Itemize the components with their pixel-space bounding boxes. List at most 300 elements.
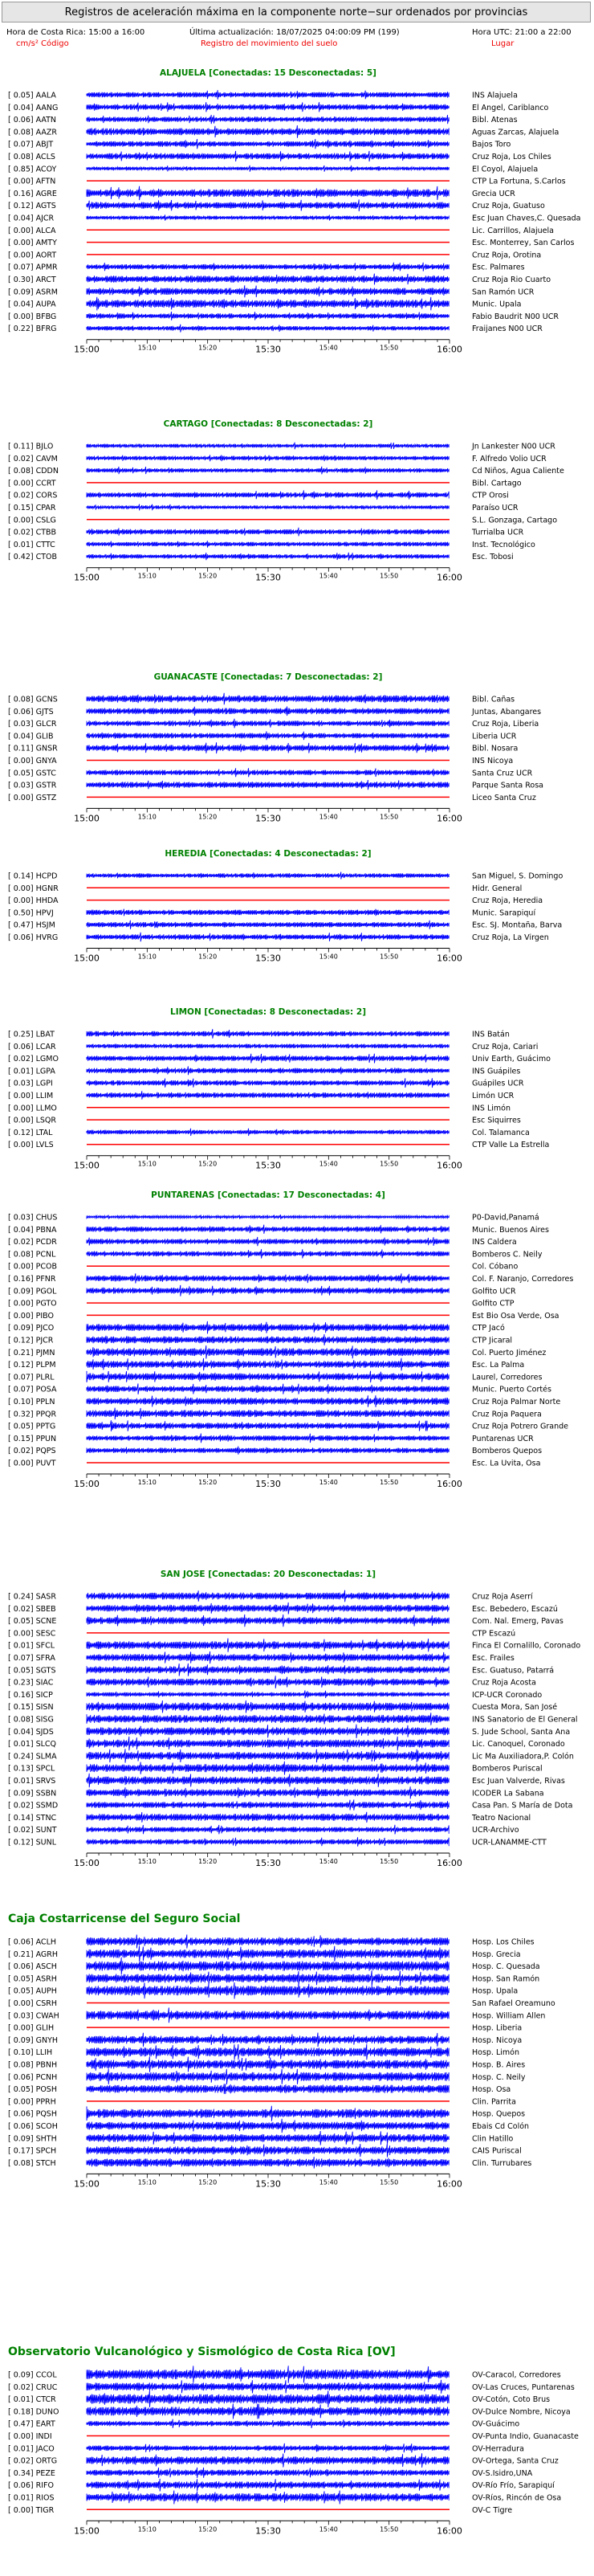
station-label: [ 0.24] SASR [8,1592,56,1602]
tick-label: 16:00 [437,1479,462,1489]
station-label: [ 0.22] BFRG [8,325,57,334]
station-place: Clin Hatillo [472,2134,514,2144]
station-place: Col. Talamanca [472,1128,530,1137]
station-label: [ 0.01] JACO [8,2444,55,2454]
waveform-trace [87,297,449,311]
station-place: Liceo Santa Cruz [472,793,536,802]
station-place: INS Guápiles [472,1067,521,1076]
station-label: [ 0.02] CRUC [8,2382,58,2392]
station-place: Santa Cruz UCR [472,769,533,778]
station-place: UCR-LANAMME-CTT [472,1838,547,1847]
waveform-trace [87,90,449,100]
waveform-trace [87,490,449,500]
waveform-trace [87,2106,449,2121]
station-label: [ 0.01] SLCQ [8,1740,57,1749]
station-label: [ 0.01] SRVS [8,1777,56,1786]
waveform-trace [87,312,449,320]
station-label: [ 0.02] SSMD [8,1801,59,1811]
station-label: [ 0.05] SCNE [8,1617,57,1627]
waveform-trace [87,2453,449,2468]
tick-label: 15:00 [74,1858,100,1868]
station-place: Grecia UCR [472,189,515,198]
station-label: [ 0.08] GCNS [8,695,58,704]
station-label: [ 0.00] HHDA [8,896,59,906]
station-place: INS Batán [472,1030,510,1039]
station-place: Univ Earth, Guácimo [472,1055,551,1064]
station-label: [ 0.06] AATN [8,116,57,125]
tick-label: 16:00 [437,953,462,964]
station-place: Liberia UCR [472,732,517,741]
tick-label: 15:50 [380,2178,399,2186]
station-place: Cruz Roja Palmar Norte [472,1398,561,1406]
station-label: [ 0.08] STCH [8,2158,56,2168]
station-place: Juntas, Abangares [472,707,542,716]
tick-label: 15:10 [137,2178,157,2186]
station-place: CTP Valle La Estrella [472,1141,550,1150]
station-place: OV-Ríos, Rincón de Osa [472,2493,562,2503]
station-label: [ 0.00] SESC [8,1629,56,1639]
station-label: [ 0.47] HSJM [8,921,55,930]
tick-label: 15:00 [74,2178,100,2190]
station-place: Hosp. William Allen [472,2011,546,2021]
station-place: Cruz Roja Paquera [472,1410,542,1419]
waveform-trace [87,921,449,929]
group-title: HEREDIA [Conectadas: 4 Desconectadas: 2] [165,849,372,859]
station-label: [ 0.34] PEZE [8,2468,55,2478]
station-label: [ 0.08] PCNL [8,1250,56,1259]
station-label: [ 0.00] PIBO [8,1311,54,1321]
station-label: [ 0.00] LLMO [8,1104,57,1113]
station-label: [ 0.09] PJCO [8,1324,55,1333]
waveform-trace [87,2084,449,2094]
station-label: [ 0.00] GLIH [8,2023,55,2033]
waveform-trace [87,125,449,138]
tick-label: 15:40 [319,1479,338,1486]
station-label: [ 0.01] CTTC [8,540,55,549]
code-legend: cm/s² Código [16,39,69,48]
tick-label: 15:40 [319,1858,338,1865]
page-title: Registros de aceleración máxima en la componente norte−sur ordenados por provincias [64,6,528,18]
group-title: LIMON [Conectadas: 8 Desconectadas: 2] [170,1007,366,1017]
station-place: Munic. Buenos Aires [472,1225,549,1235]
station-place: Hosp. Liberia [472,2023,523,2033]
tick-label: 15:50 [380,1858,399,1865]
station-place: Munic. Upala [472,300,522,309]
station-label: [ 0.00] ALCA [8,226,56,235]
waveform-trace [87,1713,449,1725]
waveform-trace [87,1215,449,1219]
station-place: Jn Lankester N00 UCR [472,442,555,451]
station-label: [ 0.02] PQPS [8,1447,56,1456]
station-place: Fabio Baudrit N00 UCR [472,312,559,321]
tick-label: 15:30 [255,953,281,964]
station-place: Cruz Roja, Liberia [472,720,539,729]
tick-label: 15:40 [319,344,338,352]
tick-label: 15:40 [319,813,338,821]
station-label: [ 0.00] CCRT [8,479,56,488]
station-place: Laurel, Corredores [472,1373,543,1382]
tick-label: 15:00 [74,2525,100,2537]
station-label: [ 0.04] PBNA [8,1225,57,1235]
waveform-trace [87,1812,449,1823]
station-label: [ 0.03] LGPI [8,1079,53,1088]
tick-label: 15:50 [380,1479,399,1486]
station-place: San Ramón UCR [472,288,535,297]
group-title: PUNTARENAS [Conectadas: 17 Desconectadas: 4] [151,1190,385,1200]
waveform-trace [87,2443,449,2453]
station-label: [ 0.05] ASRH [8,1974,57,1984]
tick-label: 15:30 [255,1160,281,1171]
waveform-trace [87,1237,449,1246]
record-legend: Registro del movimiento del suelo [201,39,338,48]
waveform-trace [87,2131,449,2145]
station-label: [ 0.25] LBAT [8,1030,55,1039]
station-label: [ 0.02] SBEB [8,1604,56,1614]
tick-label: 15:30 [255,1479,281,1489]
station-place: Est Bio Osa Verde, Osa [472,1311,559,1321]
station-place: Bibl. Cañas [472,695,515,704]
waveform-trace [87,1321,449,1334]
waveform-trace [87,139,449,149]
station-place: Cruz Roja, La Virgen [472,933,549,942]
tick-label: 15:00 [74,953,100,964]
tick-label: 15:10 [137,813,157,821]
station-place: OV-Punta Indio, Guanacaste [472,2432,579,2441]
station-place: CTP La Fortuna, S.Carlos [472,177,566,186]
station-place: Ebais Cd Colón [472,2122,530,2131]
waveform-trace [87,1434,449,1443]
waveform-trace [87,2044,449,2060]
tick-label: 15:50 [380,572,399,580]
waveform-trace [87,2033,449,2047]
station-place: Bomberos Puriscal [472,1764,543,1774]
station-label: [ 0.01] CTCR [8,2395,56,2405]
station-place: Cruz Roja Rio Cuarto [472,276,551,284]
station-place: Hosp. Quepos [472,2109,526,2119]
station-label: [ 0.08] AAZR [8,128,57,137]
tick-label: 15:00 [74,813,100,824]
waveform-trace [87,553,449,561]
waveform-trace [87,165,449,172]
station-place: Hosp. B. Aires [472,2060,526,2070]
station-place: Cuesta Mora, San José [472,1703,558,1713]
station-label: [ 0.09] SSBN [8,1789,57,1798]
station-place: Puntarenas UCR [472,1434,534,1443]
station-place: ICODER La Sabana [472,1789,544,1798]
station-place: Finca El Cornalillo, Coronado [472,1641,581,1651]
waveform-trace [87,1837,449,1846]
waveform-trace [87,1358,449,1371]
station-label: [ 0.06] ACLH [8,1937,57,1947]
station-place: Bibl. Atenas [472,116,518,125]
station-label: [ 0.12] LTAL [8,1128,53,1137]
station-label: [ 0.06] SCOH [8,2122,58,2131]
station-place: OV-Herradura [472,2444,524,2454]
station-label: [ 0.00] GSTZ [8,793,57,802]
tick-label: 16:00 [437,344,462,355]
station-place: Col. Puerto Jiménez [472,1348,547,1357]
waveform-trace [87,1664,449,1676]
waveform-trace [87,1044,449,1049]
station-label: [ 0.06] LCAR [8,1042,56,1051]
station-label: [ 0.00] CSLG [8,516,56,525]
waveform-trace [87,2468,449,2478]
station-label: [ 0.12] AGTS [8,202,56,211]
station-place: Aguas Zarcas, Alajuela [472,128,559,137]
waveform-trace [87,1285,449,1296]
station-label: [ 0.03] CWAH [8,2011,59,2021]
station-place: Lic. Canoquel, Coronado [472,1740,565,1749]
station-label: [ 0.42] CTOB [8,553,58,562]
station-place: Hosp. Grecia [472,1949,521,1959]
station-label: [ 0.00] CSRH [8,1999,58,2008]
waveform-trace [87,1334,449,1345]
tick-label: 15:00 [74,1160,100,1171]
waveform-trace [87,1602,449,1615]
waveform-trace [87,780,449,790]
waveform-trace [87,2007,449,2023]
waveform-trace [87,707,449,716]
station-place: Cruz Roja, Orotina [472,251,542,260]
station-place: Hosp. C. Neily [472,2072,526,2082]
station-place: El Coyol, Alajuela [472,165,539,174]
station-label: [ 0.12] PLPM [8,1361,56,1370]
tick-label: 15:10 [137,1479,157,1486]
waveform-trace [87,1129,449,1136]
station-place: Munic. Puerto Cortés [472,1385,551,1394]
station-label: [ 0.06] HVRG [8,933,59,942]
waveform-trace [87,528,449,537]
group-title: Observatorio Vulcanológico y Sismológico de Costa Rica [OV] [8,2345,396,2358]
station-place: Cruz Roja Aserrí [472,1592,533,1602]
station-place: Cruz Roja, Heredia [472,896,543,906]
tick-label: 16:00 [437,1160,462,1171]
waveform-trace [87,742,449,753]
tick-label: 15:20 [198,2178,218,2186]
waveform-trace [87,274,449,285]
station-place: OV-S.Isidro,UNA [472,2468,533,2478]
waveform-trace [87,1225,449,1234]
waveform-trace [87,1384,449,1394]
station-place: El Angel, Cariblanco [472,103,549,112]
waveform-trace [87,1651,449,1664]
station-place: Esc. Monterrey, San Carlos [472,239,575,248]
station-place: Esc. Guatuso, Patarrá [472,1666,555,1676]
waveform-trace [87,1737,449,1750]
station-label: [ 0.00] LVLS [8,1141,54,1150]
station-place: Guápiles UCR [472,1079,524,1088]
station-place: INS Alajuela [472,91,518,100]
station-label: [ 0.15] PPUN [8,1434,57,1443]
tick-label: 15:00 [74,344,100,355]
tick-label: 15:40 [319,953,338,961]
station-label: [ 0.00] PPRH [8,2097,56,2107]
tick-label: 15:20 [198,344,218,352]
station-label: [ 0.02] PCDR [8,1238,57,1247]
tick-label: 16:00 [437,2178,462,2190]
station-label: [ 0.08] SISG [8,1715,54,1725]
waveform-trace [87,1639,449,1652]
station-place: Casa Pan. S María de Dota [472,1801,573,1811]
station-label: [ 0.24] SLMA [8,1752,57,1762]
station-place: San Rafael Oreamuno [472,1999,555,2008]
station-place: Esc. La Palma [472,1361,525,1370]
tick-label: 15:30 [255,344,281,355]
station-place: Esc. Palmares [472,263,525,272]
waveform-trace [87,2119,449,2133]
station-place: CTP Jicaral [472,1336,513,1345]
station-label: [ 0.13] SPCL [8,1764,55,1774]
station-place: Cruz Roja, Guatuso [472,202,545,211]
waveform-trace [87,443,449,449]
tick-label: 15:20 [198,1160,218,1168]
waveform-trace [87,102,449,112]
station-place: Com. Nal. Emerg, Pavas [472,1617,563,1627]
waveform-trace [87,2380,449,2394]
station-place: Limón UCR [472,1092,515,1100]
group-title: ALAJUELA [Conectadas: 15 Desconectadas: 5] [160,68,376,78]
waveform-trace [87,467,449,475]
tick-label: 15:40 [319,572,338,580]
waveform-trace [87,1067,449,1076]
group-title: CARTAGO [Conectadas: 8 Desconectadas: 2] [163,419,373,429]
waveform-trace [87,2403,449,2419]
station-label: [ 0.16] AGRE [8,189,57,198]
tick-label: 15:30 [255,572,281,583]
waveform-trace [87,1408,449,1419]
station-place: San Miguel, S. Domingo [472,872,563,881]
station-label: [ 0.03] GSTR [8,781,57,790]
station-label: [ 0.05] SGTS [8,1666,56,1676]
tick-label: 15:50 [380,813,399,821]
station-label: [ 0.21] PJMN [8,1348,55,1357]
tick-label: 15:30 [255,813,281,824]
waveform-trace [87,1395,449,1407]
station-place: P0-David,Panamá [472,1213,539,1223]
tick-label: 15:40 [319,2178,338,2186]
tick-label: 15:20 [198,2525,218,2533]
waveform-trace [87,2491,449,2505]
waveform-trace [87,1590,449,1602]
station-label: [ 0.09] SHTH [8,2134,57,2144]
waveform-trace [87,719,449,729]
station-label: [ 0.00] HGNR [8,884,59,893]
station-place: Bomberos Quepos [472,1447,543,1456]
waveform-trace [87,1371,449,1382]
tick-label: 15:50 [380,1160,399,1168]
station-place: Turrialba UCR [472,528,524,537]
waveform-trace [87,909,449,917]
waveform-trace [87,1725,449,1738]
station-label: [ 0.05] PPTG [8,1422,56,1431]
station-label: [ 0.07] APMR [8,263,58,272]
tick-label: 15:10 [137,344,157,352]
waveform-trace [87,285,449,297]
waveform-trace [87,1982,449,1998]
station-place: CTP Escazú [472,1629,516,1639]
station-place: Teatro Nacional [472,1813,531,1823]
waveform-trace [87,1958,449,1975]
waveform-trace [87,1825,449,1835]
station-place: OV-Las Cruces, Puntarenas [472,2382,575,2392]
station-label: [ 0.00] LSQR [8,1116,57,1125]
station-label: [ 0.02] CORS [8,491,58,500]
station-place: ICP-UCR Coronado [472,1690,543,1700]
station-place: Cruz Roja Acosta [472,1678,536,1688]
tick-label: 15:50 [380,953,399,961]
station-label: [ 0.50] HPVJ [8,908,54,918]
station-place: Esc Juan Chaves,C. Quesada [472,214,581,223]
tick-label: 15:10 [137,1160,157,1168]
waveform-trace [87,2069,449,2084]
station-label: [ 0.15] CPAR [8,504,56,512]
station-label: [ 0.08] PBNH [8,2060,58,2070]
tick-label: 15:20 [198,953,218,961]
waveform-trace [87,1749,449,1762]
station-place: Clin. Parrita [472,2097,516,2107]
station-label: [ 0.00] BFBG [8,312,57,321]
station-label: [ 0.00] GNYA [8,757,57,765]
station-label: [ 0.05] AALA [8,91,56,100]
waveform-trace [87,1249,449,1258]
station-place: Esc Juan Valverde, Rivas [472,1777,565,1786]
station-place: Hosp. San Ramón [472,1974,540,1984]
station-label: [ 0.00] TIGR [8,2505,55,2515]
station-label: [ 0.07] PLRL [8,1373,55,1382]
waveform-trace [87,199,449,211]
local-time: Hora de Costa Rica: 15:00 a 16:00 [6,28,145,37]
tick-label: 16:00 [437,1858,462,1868]
station-place: INS Sanatorio de El General [472,1715,578,1725]
station-label: [ 0.01] LGPA [8,1067,55,1076]
station-place: Esc. SJ. Montaña, Barva [472,921,563,930]
station-label: [ 0.08] ACLS [8,153,55,161]
station-place: Fraijanes N00 UCR [472,325,543,334]
waveform-trace [87,768,449,777]
group-title: SAN JOSE [Conectadas: 20 Desconectadas: 1] [160,1570,376,1579]
station-label: [ 0.09] CCOL [8,2370,57,2380]
station-place: Hidr. General [472,884,523,893]
station-place: F. Alfredo Volio UCR [472,454,547,463]
waveform-trace [87,1786,449,1798]
station-label: [ 0.02] LGMO [8,1055,59,1064]
station-place: OV-Guácimo [472,2419,520,2429]
tick-label: 15:30 [255,1858,281,1868]
station-label: [ 0.06] RIFO [8,2481,54,2491]
station-place: INS Nicoya [472,757,514,765]
station-label: [ 0.02] ORTG [8,2456,58,2466]
waveform-trace [87,1273,449,1283]
waveform-trace [87,732,449,741]
station-label: [ 0.01] SFCL [8,1641,55,1651]
station-label: [ 0.00] AFTN [8,177,56,186]
tick-label: 16:00 [437,572,462,583]
station-label: [ 0.04] AUPA [8,300,56,309]
station-label: [ 0.07] ABJT [8,140,54,149]
station-label: [ 0.11] GNSR [8,744,58,753]
tick-label: 15:20 [198,1858,218,1865]
station-place: Hosp. C. Quesada [472,1962,540,1972]
station-place: Inst. Tecnológico [472,540,535,549]
station-label: [ 0.85] ACOY [8,165,57,174]
station-place: Cruz Roja, Cariari [472,1042,539,1051]
station-label: [ 0.10] LLIH [8,2048,53,2058]
station-label: [ 0.06] ASCH [8,1962,57,1972]
station-label: [ 0.00] INDI [8,2432,52,2441]
waveform-trace [87,263,449,271]
tick-label: 15:10 [137,953,157,961]
station-place: OV-Dulce Nombre, Nicoya [472,2407,571,2417]
